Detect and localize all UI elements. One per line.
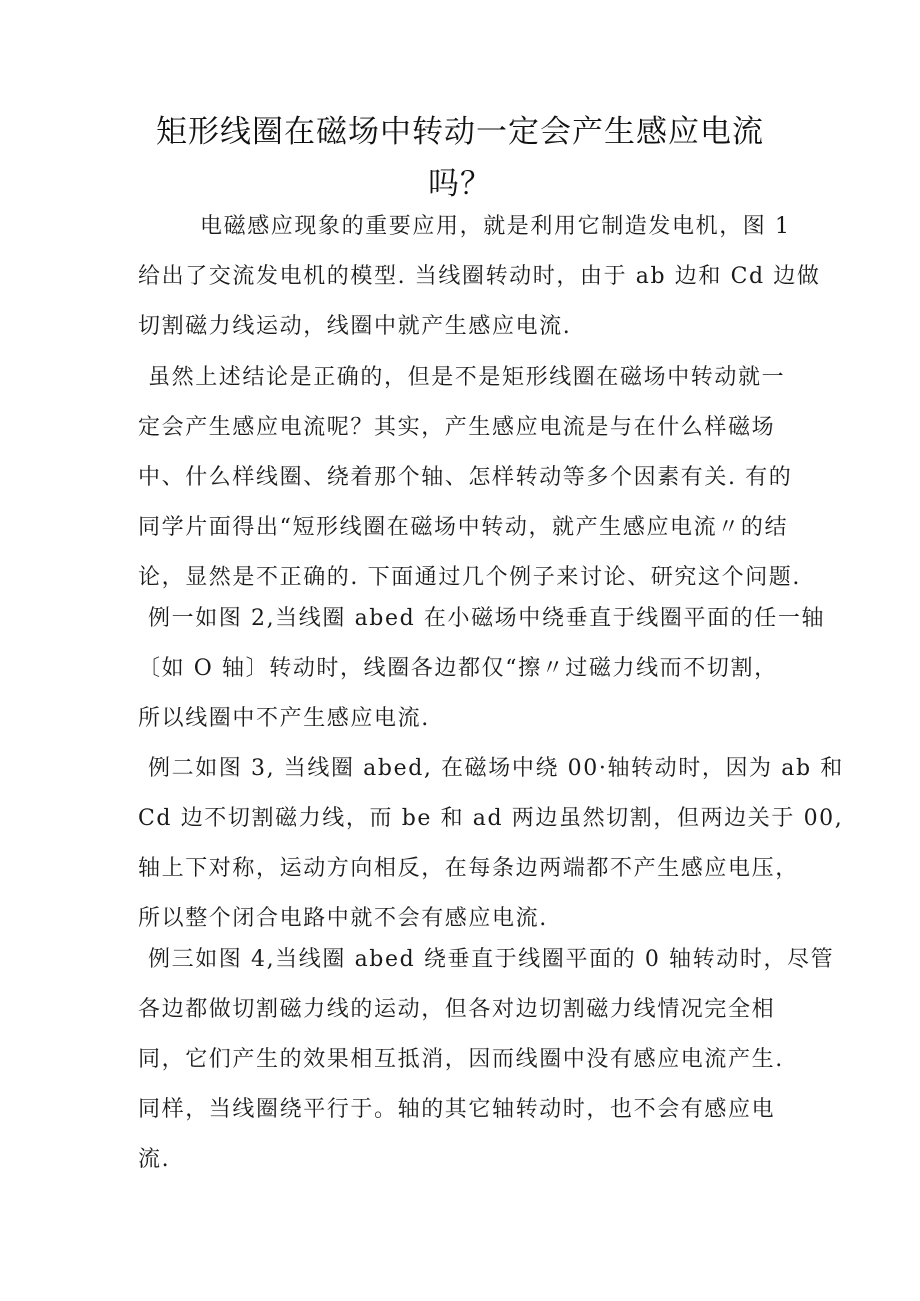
paragraph-2-line-3: 中、什么样线圈、绕着那个轴、怎样转动等多个因素有关. 有的	[138, 465, 793, 490]
example-1-line-1: 例一如图 2,当线圈 abed 在小磁场中绕垂直于线圈平面的任一轴	[148, 606, 826, 631]
example-3-line-1: 例三如图 4,当线圈 abed 绕垂直于线圈平面的 0 轴转动时，尽管	[148, 947, 835, 972]
example-2-line-3: 轴上下对称，运动方向相反，在每条边两端都不产生感应电压，	[138, 856, 799, 881]
example-3-line-2: 各边都做切割磁力线的运动，但各对边切割磁力线情况完全相	[138, 997, 776, 1022]
page-title	[0, 106, 920, 210]
paragraph-2-line-5: 论，显然是不正确的. 下面通过几个例子来讨论、研究这个问题.	[138, 565, 801, 590]
paragraph-1-line-1: 电磁感应现象的重要应用，就是利用它制造发电机，图 1	[200, 214, 791, 239]
example-1-line-3: 所以线圈中不产生感应电流.	[138, 706, 430, 731]
title-line-2: 吗？	[428, 166, 492, 202]
example-3-line-4: 同样，当线圈绕平行于。轴的其它轴转动时，也不会有感应电	[138, 1097, 776, 1122]
paragraph-2-line-1: 虽然上述结论是正确的，但是不是矩形线圈在磁场中转动就一	[148, 365, 786, 390]
example-2-line-1: 例二如图 3, 当线圈 abed, 在磁场中绕 00·轴转动时，因为 ab 和	[148, 756, 844, 781]
example-3-line-3: 同，它们产生的效果相互抵消，因而线圈中没有感应电流产生.	[138, 1047, 784, 1072]
title-line-1: 矩形线圈在磁场中转动一定会产生感应电流	[156, 114, 764, 150]
paragraph-1-line-2: 给出了交流发电机的模型. 当线圈转动时，由于 ab 边和 Cd 边做	[138, 264, 821, 289]
paragraph-2-line-4: 同学片面得出“短形线圈在磁场中转动，就产生感应电流〃的结	[138, 515, 789, 540]
example-3-line-5: 流.	[138, 1147, 171, 1172]
example-2-line-2: Cd 边不切割磁力线，而 be 和 ad 两边虽然切割，但两边关于 00,	[138, 806, 844, 831]
paragraph-1-line-3: 切割磁力线运动，线圈中就产生感应电流.	[138, 314, 572, 339]
example-2-line-4: 所以整个闭合电路中就不会有感应电流.	[138, 906, 548, 931]
example-1-line-2: 〔如 O 轴〕转动时，线圈各边都仅“擦〃过磁力线而不切割，	[138, 656, 778, 681]
paragraph-2-line-2: 定会产生感应电流呢？其实，产生感应电流是与在什么样磁场	[138, 415, 776, 440]
